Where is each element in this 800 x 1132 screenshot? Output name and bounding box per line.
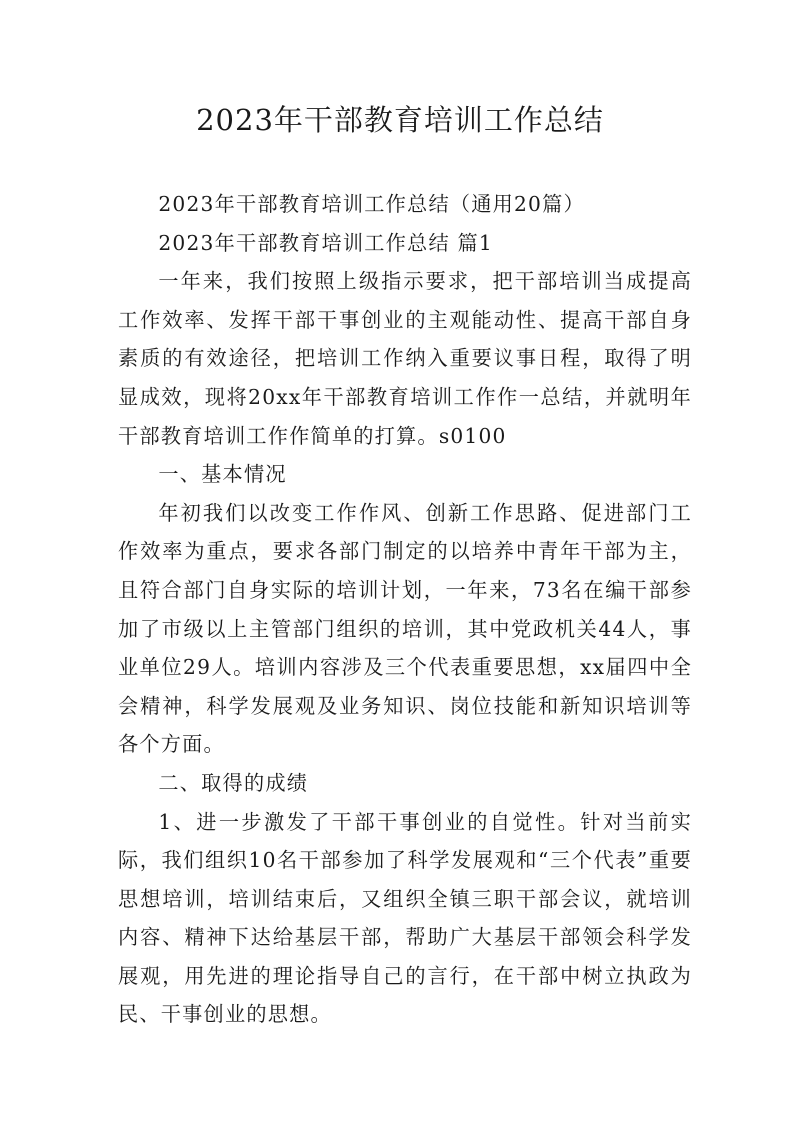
heading-achievements: 二、取得的成绩 [158, 770, 309, 795]
achievement-1-paragraph: 1、进一步激发了干部干事创业的自觉性。针对当前实际，我们组织10名干部参加了科学发展观和“三个代表”重要思想培训，培训结束后，又组织全镇三职干部会议，就培训内容、精神下达给基层干部，帮助广大基层干部领会科学发展观，用先进的理论指导自己的言行，在干部中树立执政为民、干事创业的思想。 [118, 809, 692, 1027]
subtitle-paragraph: 2023年干部教育培训工作总结（通用20篇） [158, 192, 585, 216]
heading-basic-situation: 一、基本情况 [158, 462, 287, 487]
document-body [118, 185, 692, 1034]
basic-situation-paragraph: 年初我们以改变工作作风、创新工作思路、促进部门工作效率为重点，要求各部门制定的以培养中青年干部为主，且符合部门自身实际的培训计划，一年来，73名在编干部参加了市级以上主管部门组织的培训，其中党政机关44人，事业单位29人。培训内容涉及三个代表重要思想，xx届四中全会精神，科学发展观及业务知识、岗位技能和新知识培训等各个方面。 [118, 500, 692, 757]
intro-paragraph: 一年来，我们按照上级指示要求，把干部培训当成提高工作效率、发挥干部干事创业的主观能动性、提高干部自身素质的有效途径，把培训工作纳入重要议事日程，取得了明显成效，现将20xx年干部教育培训工作作一总结，并就明年干部教育培训工作作简单的打算。s0100 [118, 269, 692, 448]
section-heading-paragraph: 2023年干部教育培训工作总结 篇1 [158, 230, 493, 255]
document-title: 2023年干部教育培训工作总结 [196, 103, 604, 137]
